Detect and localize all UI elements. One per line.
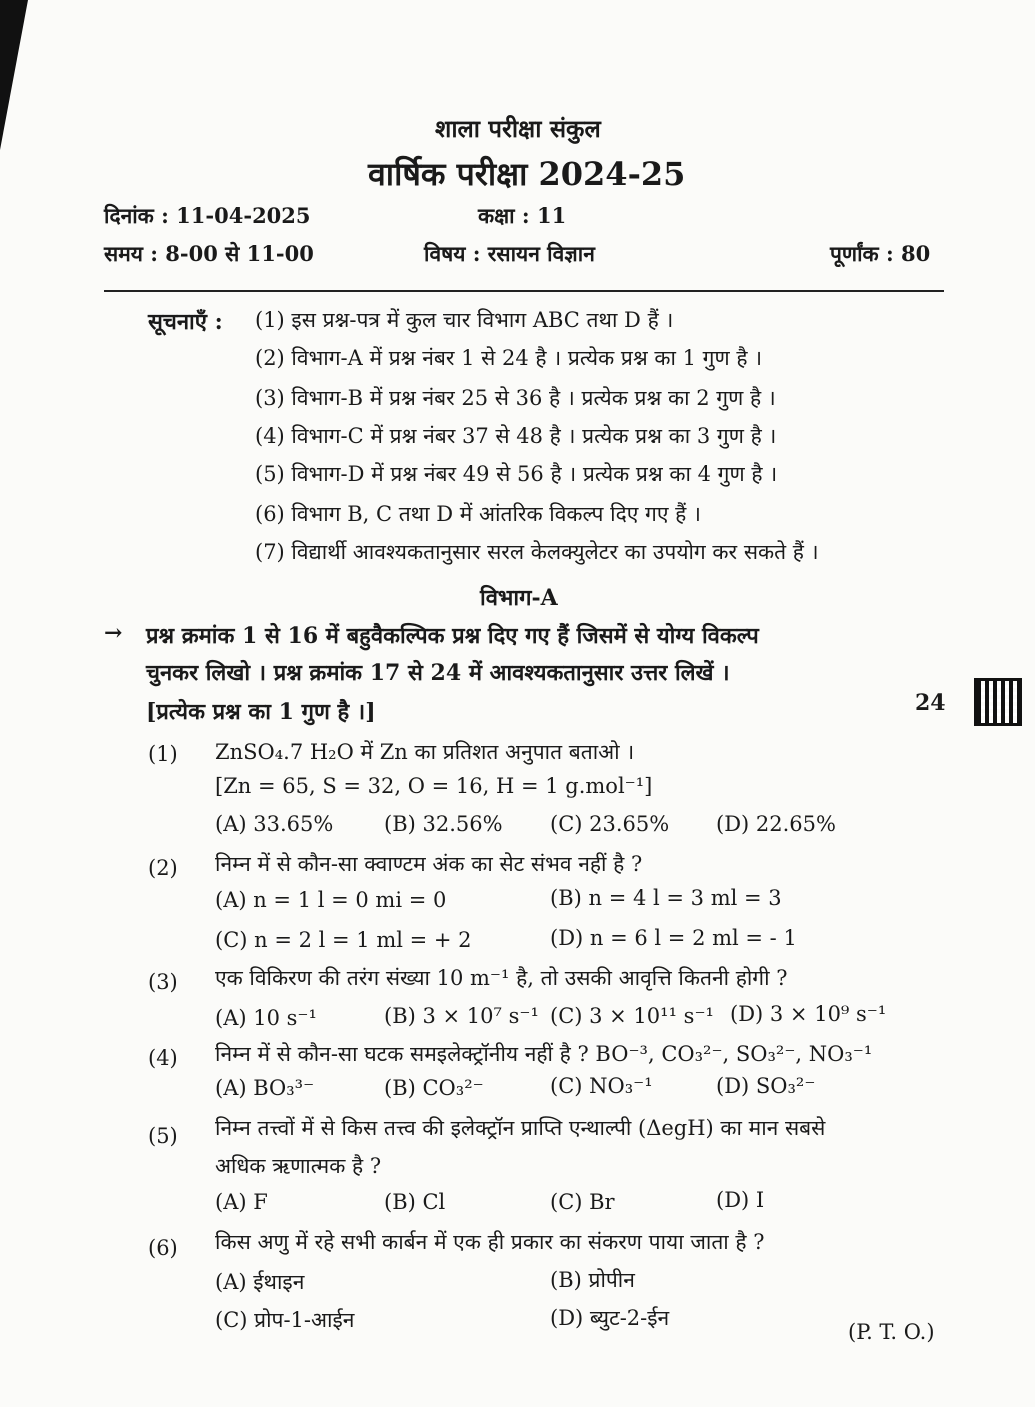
exam-subject: विषय : रसायन विज्ञान [424, 241, 595, 266]
header-divider [104, 290, 944, 292]
question-text: किस अणु में रहे सभी कार्बन में एक ही प्रकार का संकरण पाया जाता है ? [215, 1230, 765, 1254]
exam-time: समय : 8-00 से 11-00 [104, 241, 314, 266]
option-d: (D) SO₃²⁻ [716, 1074, 816, 1098]
instruction-item: (4) विभाग-C में प्रश्न नंबर 37 से 48 है । प्रत्येक प्रश्न का 3 गुण है । [255, 424, 777, 448]
option-a: (A) n = 1 l = 0 mi = 0 [215, 888, 447, 912]
exam-date: दिनांक : 11-04-2025 [104, 203, 311, 228]
section-title: विभाग-A [480, 585, 558, 611]
option-a: (A) 10 s⁻¹ [215, 1006, 317, 1030]
question-number: (4) [148, 1046, 178, 1070]
question-text: निम्न में से कौन-सा क्वाण्टम अंक का सेट संभव नहीं है ? [215, 852, 643, 876]
instruction-item: (6) विभाग B, C तथा D में आंतरिक विकल्प दिए गए हैं । [255, 502, 701, 526]
option-b: (B) CO₃²⁻ [384, 1076, 484, 1100]
question-number: (3) [148, 970, 178, 994]
question-text: निम्न तत्त्वों में से किस तत्त्व की इलेक्ट्रॉन प्राप्ति एन्थाल्पी (ΔegH) का मान सबसे [215, 1116, 826, 1140]
instruction-item: (2) विभाग-A में प्रश्न नंबर 1 से 24 है । प्रत्येक प्रश्न का 1 गुण है । [255, 346, 763, 370]
qr-code-icon [974, 678, 1022, 726]
question-number: (1) [148, 742, 178, 766]
exam-class: कक्षा : 11 [478, 203, 567, 228]
question-number: (2) [148, 856, 178, 880]
question-text: [Zn = 65, S = 32, O = 16, H = 1 g.mol⁻¹] [215, 774, 653, 798]
school-name: शाला परीक्षा संकुल [435, 114, 601, 143]
option-c: (C) प्रोप-1-आईन [215, 1308, 355, 1332]
option-a: (A) ईथाइन [215, 1270, 305, 1294]
option-d: (D) 3 × 10⁹ s⁻¹ [730, 1002, 887, 1026]
option-b: (B) Cl [384, 1190, 446, 1214]
question-text: ZnSO₄.7 H₂O में Zn का प्रतिशत अनुपात बताओ । [215, 740, 635, 764]
option-c: (C) n = 2 l = 1 ml = + 2 [215, 928, 472, 952]
question-text: निम्न में से कौन-सा घटक समइलेक्ट्रॉनीय नहीं है ? BO⁻³, CO₃²⁻, SO₃²⁻, NO₃⁻¹ [215, 1042, 873, 1066]
option-c: (C) 23.65% [550, 812, 670, 836]
option-a: (A) BO₃³⁻ [215, 1076, 315, 1100]
instructions-label: सूचनाएँ : [148, 309, 223, 335]
section-instruction-line: प्रश्न क्रमांक 1 से 16 में बहुवैकल्पिक प्रश्न दिए गए हैं जिसमें से योग्य विकल्प [146, 623, 759, 649]
option-d: (D) 22.65% [716, 812, 836, 836]
option-d: (D) I [716, 1188, 765, 1212]
option-a: (A) 33.65% [215, 812, 334, 836]
pto-note: (P. T. O.) [848, 1320, 935, 1344]
option-c: (C) NO₃⁻¹ [550, 1074, 653, 1098]
option-b: (B) n = 4 l = 3 ml = 3 [550, 886, 782, 910]
instruction-item: (7) विद्यार्थी आवश्यकतानुसार सरल केलक्युलेटर का उपयोग कर सकते हैं । [255, 540, 819, 564]
question-number: (6) [148, 1236, 178, 1260]
instruction-item: (3) विभाग-B में प्रश्न नंबर 25 से 36 है । प्रत्येक प्रश्न का 2 गुण है । [255, 386, 776, 410]
question-text: अधिक ऋणात्मक है ? [215, 1154, 382, 1178]
question-number: (5) [148, 1124, 178, 1148]
section-marks: 24 [915, 690, 946, 716]
total-marks: पूर्णांक : 80 [830, 241, 931, 266]
option-b: (B) 3 × 10⁷ s⁻¹ [384, 1004, 539, 1028]
section-instruction-line: [प्रत्येक प्रश्न का 1 गुण है ।] [146, 699, 376, 725]
option-c: (C) Br [550, 1190, 615, 1214]
option-b: (B) प्रोपीन [550, 1268, 635, 1292]
instruction-item: (5) विभाग-D में प्रश्न नंबर 49 से 56 है । प्रत्येक प्रश्न का 4 गुण है । [255, 462, 778, 486]
instruction-item: (1) इस प्रश्न-पत्र में कुल चार विभाग ABC तथा D हैं । [255, 308, 674, 332]
option-a: (A) F [215, 1190, 268, 1214]
option-d: (D) n = 6 l = 2 ml = - 1 [550, 926, 797, 950]
scan-shadow-corner [0, 0, 28, 150]
question-text: एक विकिरण की तरंग संख्या 10 m⁻¹ है, तो उसकी आवृत्ति कितनी होगी ? [215, 966, 788, 990]
option-b: (B) 32.56% [384, 812, 503, 836]
option-c: (C) 3 × 10¹¹ s⁻¹ [550, 1004, 714, 1028]
option-d: (D) ब्युट-2-ईन [550, 1306, 670, 1330]
arrow-icon: → [104, 620, 123, 646]
exam-title: वार्षिक परीक्षा 2024-25 [368, 155, 686, 193]
section-instruction-line: चुनकर लिखो । प्रश्न क्रमांक 17 से 24 में आवश्यकतानुसार उत्तर लिखें । [146, 660, 730, 686]
